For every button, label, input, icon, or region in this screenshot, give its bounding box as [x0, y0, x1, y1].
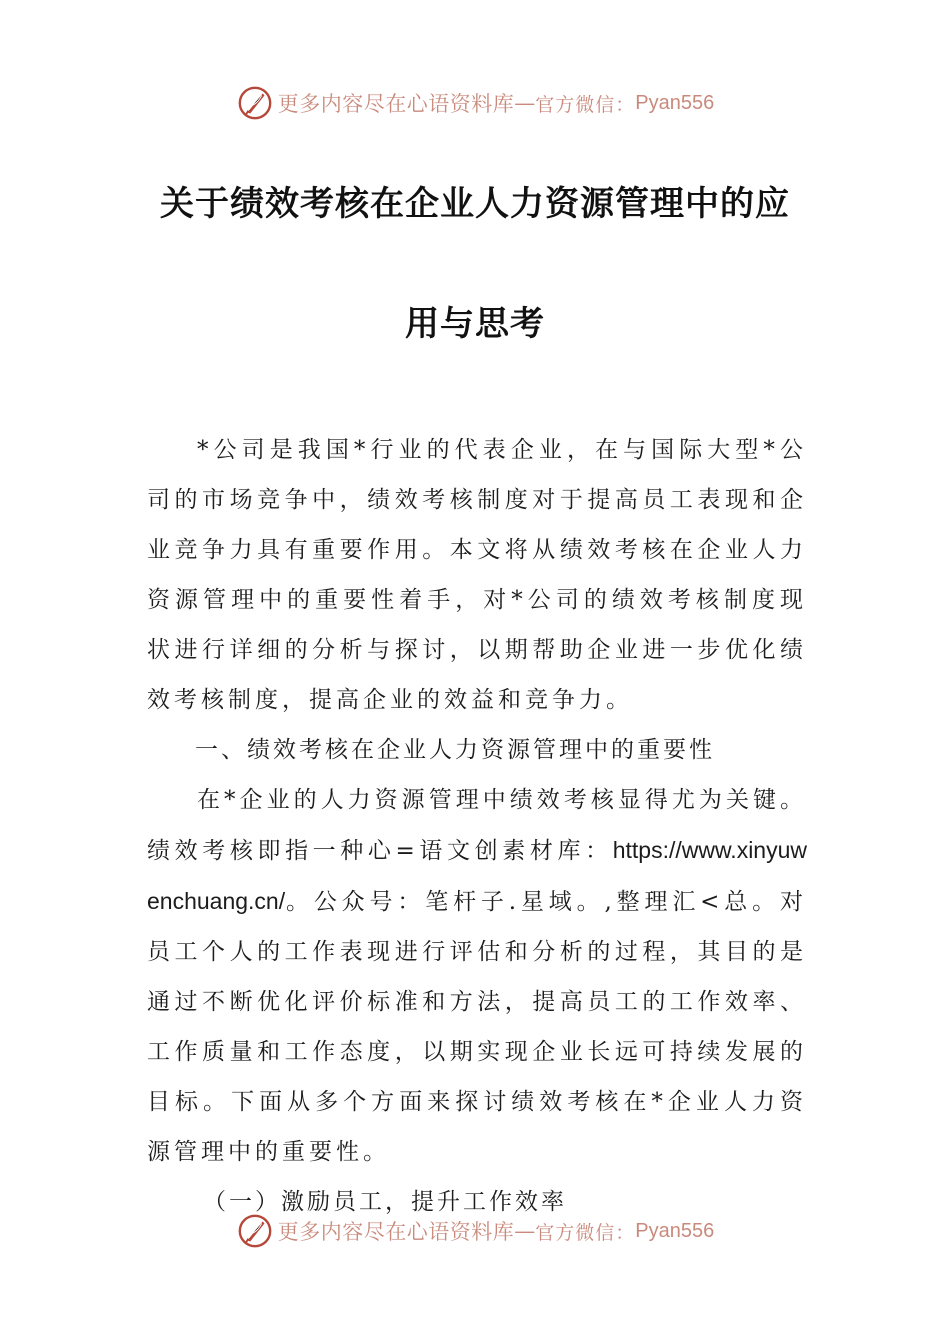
- banner-separator: —: [514, 91, 536, 115]
- feather-pen-logo-icon: [236, 1212, 274, 1250]
- banner-contact-id: Pyan556: [635, 91, 715, 114]
- section-1-text-a: 在*企业的人力资源管理中绩效考核显得尤为关键。绩效考核即指一种心=语文创素材库：: [147, 787, 807, 864]
- feather-pen-logo-icon: [236, 84, 274, 122]
- document-body: [147, 425, 807, 1227]
- banner-text: 更多内容尽在心语资料库: [277, 1220, 515, 1244]
- document-title-line-1: 关于绩效考核在企业人力资源管理中的应: [160, 184, 790, 224]
- section-1-text-b: 。公众号：笔杆子.星域。,整理汇<总。对员工个人的工作表现进行评估和分析的过程，其目的是通过不断优化评价标准和方法，提高员工的工作效率、工作质量和工作态度，以期实现企业长远可持续发展的目标。下面从多个方面来探讨绩效考核在*企业人力资源管理中的重要性。: [147, 889, 807, 1165]
- banner-contact-label: 官方微信：: [535, 1221, 636, 1244]
- source-url-link[interactable]: https://www.xinyuwenchuang.cn/: [147, 837, 807, 914]
- subheading-1: （一）激励员工，提升工作效率: [203, 1189, 567, 1215]
- intro-paragraph: *公司是我国*行业的代表企业，在与国际大型*公司的市场竞争中，绩效考核制度对于提高员工表现和企业竞争力具有重要作用。本文将从绩效考核在企业人力资源管理中的重要性着手，对*公司的绩效考核制度现状进行详细的分析与探讨，以期帮助企业进一步优化绩效考核制度，提高企业的效益和竞争力。: [147, 437, 807, 713]
- banner-contact-id: Pyan556: [635, 1219, 715, 1242]
- header-banner: [0, 78, 950, 128]
- footer-banner: [0, 1206, 950, 1256]
- section-heading-1: 一、绩效考核在企业人力资源管理中的重要性: [195, 737, 715, 763]
- banner-text: 更多内容尽在心语资料库: [277, 92, 515, 116]
- banner-contact-label: 官方微信：: [535, 93, 636, 116]
- document-title-line-2: 用与思考: [405, 304, 545, 344]
- banner-separator: —: [514, 1219, 536, 1243]
- section-1-paragraph-1: [147, 775, 807, 1177]
